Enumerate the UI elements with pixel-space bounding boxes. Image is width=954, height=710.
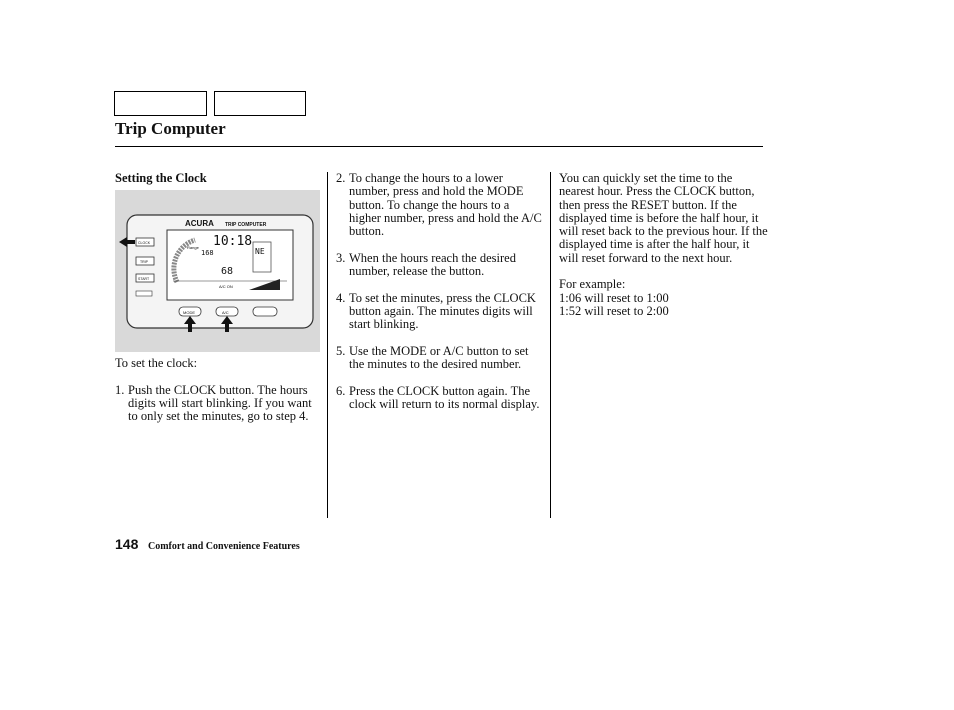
trip-computer-illustration bbox=[115, 190, 320, 352]
range-value: 168 bbox=[201, 249, 214, 257]
step-text: When the hours reach the desired number, release the button. bbox=[349, 250, 516, 279]
step-text: To set the minutes, press the CLOCK button again. The minutes digits will start blinking. bbox=[349, 290, 536, 332]
compass-value: NE bbox=[255, 247, 265, 256]
step-item bbox=[115, 384, 320, 424]
header-tab-box bbox=[214, 91, 306, 116]
section-heading: Setting the Clock bbox=[115, 171, 207, 185]
header-tab-box bbox=[114, 91, 207, 116]
page-number: 148 bbox=[115, 536, 139, 552]
mode-switch[interactable] bbox=[136, 291, 152, 296]
intro-text: To set the clock: bbox=[115, 356, 198, 370]
page-title: Trip Computer bbox=[115, 119, 226, 138]
column-divider bbox=[550, 172, 551, 518]
trip-button-label: TRIP bbox=[140, 260, 148, 264]
step-number: 2. bbox=[336, 171, 346, 185]
ac-indicator: A/C ON bbox=[219, 284, 233, 289]
text-column-1 bbox=[115, 357, 320, 437]
mode-button-label: MODE bbox=[183, 310, 195, 315]
column-divider bbox=[327, 172, 328, 518]
step-text: Press the CLOCK button again. The clock will return to its normal display. bbox=[349, 383, 540, 412]
temp-value: 68 bbox=[221, 266, 234, 277]
example-block bbox=[559, 278, 769, 318]
step-text: Use the MODE or A/C button to set the minutes to the desired number. bbox=[349, 343, 529, 372]
step-number: 5. bbox=[336, 343, 346, 358]
step-text: Push the CLOCK button. The hours digits will start blinking. If you want to only set the minutes, go to step 4. bbox=[128, 382, 312, 424]
example-line: 1:06 will reset to 1:00 bbox=[559, 290, 669, 305]
step-item bbox=[336, 385, 542, 412]
step-item bbox=[336, 345, 542, 372]
unit-label: TRIP COMPUTER bbox=[225, 222, 267, 228]
title-rule bbox=[115, 146, 763, 147]
step-text: To change the hours to a lower number, press and hold the MODE button. To change the hours to a higher number, press and hold the A/C button. bbox=[349, 171, 542, 239]
text-column-3 bbox=[559, 172, 769, 332]
example-label: For example: bbox=[559, 277, 626, 292]
ac-button-label: A/C bbox=[222, 310, 229, 315]
paragraph: You can quickly set the time to the nearest hour. Press the CLOCK button, then press the RESET button. If the displayed time is before the half hour, it will reset back to the previous hour. If the displayed time is after the half hour, it will reset forward to the next hour. bbox=[559, 171, 768, 265]
step-item bbox=[336, 252, 542, 279]
step-number: 1. bbox=[115, 382, 125, 397]
step-item bbox=[336, 172, 542, 238]
range-label: Range bbox=[187, 245, 199, 250]
step-item bbox=[336, 292, 542, 332]
text-column-2 bbox=[336, 172, 542, 425]
example-line: 1:52 will reset to 2:00 bbox=[559, 303, 669, 318]
clock-display: 10:18 bbox=[213, 234, 253, 249]
step-number: 3. bbox=[336, 250, 346, 265]
step-number: 4. bbox=[336, 290, 346, 305]
clock-button-label: CLOCK bbox=[138, 241, 151, 245]
fan-button[interactable] bbox=[253, 307, 277, 316]
brand-label: ACURA bbox=[185, 219, 214, 228]
footer-section-title: Comfort and Convenience Features bbox=[148, 541, 300, 552]
step-number: 6. bbox=[336, 383, 346, 398]
start-button-label: START bbox=[138, 277, 150, 281]
